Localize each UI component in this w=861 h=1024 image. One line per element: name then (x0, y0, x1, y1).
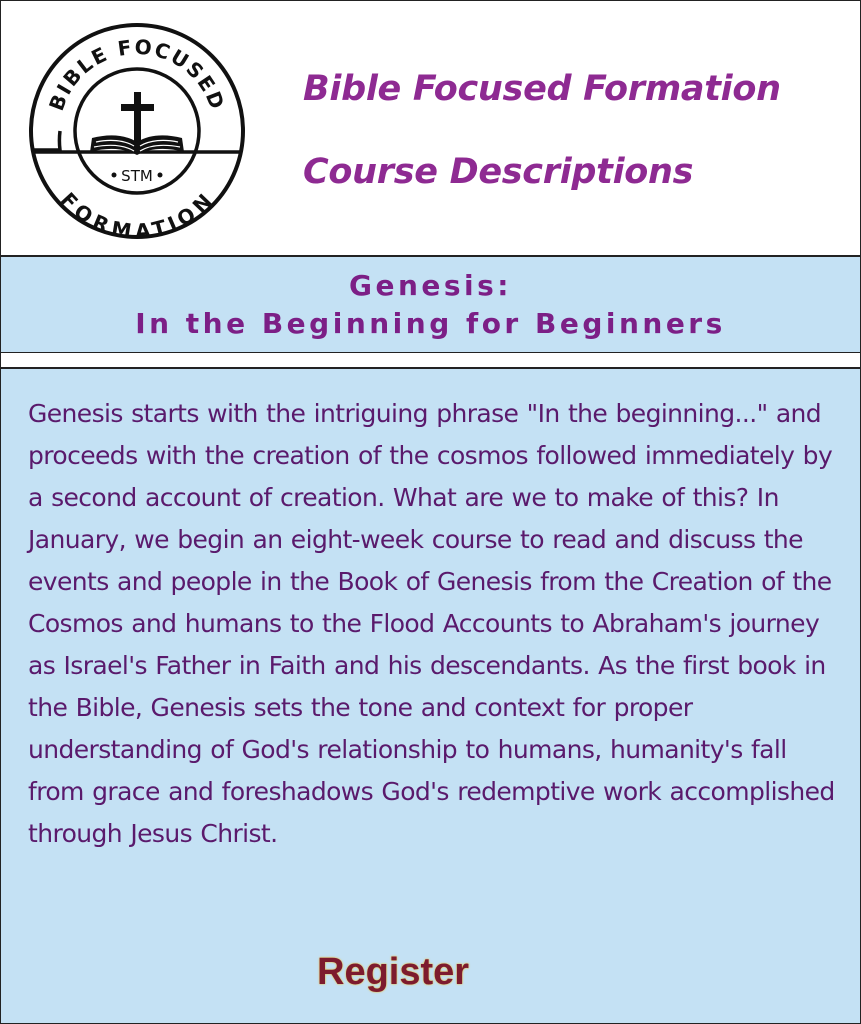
header-subtitle: Course Descriptions (303, 152, 694, 192)
course-title-line1: Genesis: (348, 269, 513, 302)
course-title-band (1, 257, 860, 353)
header (1, 1, 860, 257)
logo-top-text: BIBLE FOCUSED (44, 34, 230, 114)
bible-focused-formation-logo (28, 22, 246, 240)
logo-bottom-text: FORMATION (55, 187, 219, 240)
divider-strip (1, 353, 860, 369)
header-title: Bible Focused Formation (303, 69, 781, 109)
logo-center-text: STM (121, 167, 153, 185)
course-description: Genesis starts with the intriguing phrase "In the beginning..." and proceeds with the creation of the cosmos followed immediately by a second account of creation. What are we to make of this? In January, we begin an eight-week course to read and discuss the events and people in the Book of Genesis from the Creation of the Cosmos and humans to the Flood Accounts to Abraham's journey as Israel's Father in Faith and his descendants. As the first book in the Bible, Genesis sets the tone and context for proper understanding of God's relationship to humans, humanity's fall from grace and foreshadows God's redemptive work accomplished through Jesus Christ. (28, 399, 835, 848)
register-link[interactable]: Register (317, 951, 470, 993)
course-description-panel (1, 369, 860, 1023)
course-title-line2: In the Beginning for Beginners (135, 307, 726, 340)
